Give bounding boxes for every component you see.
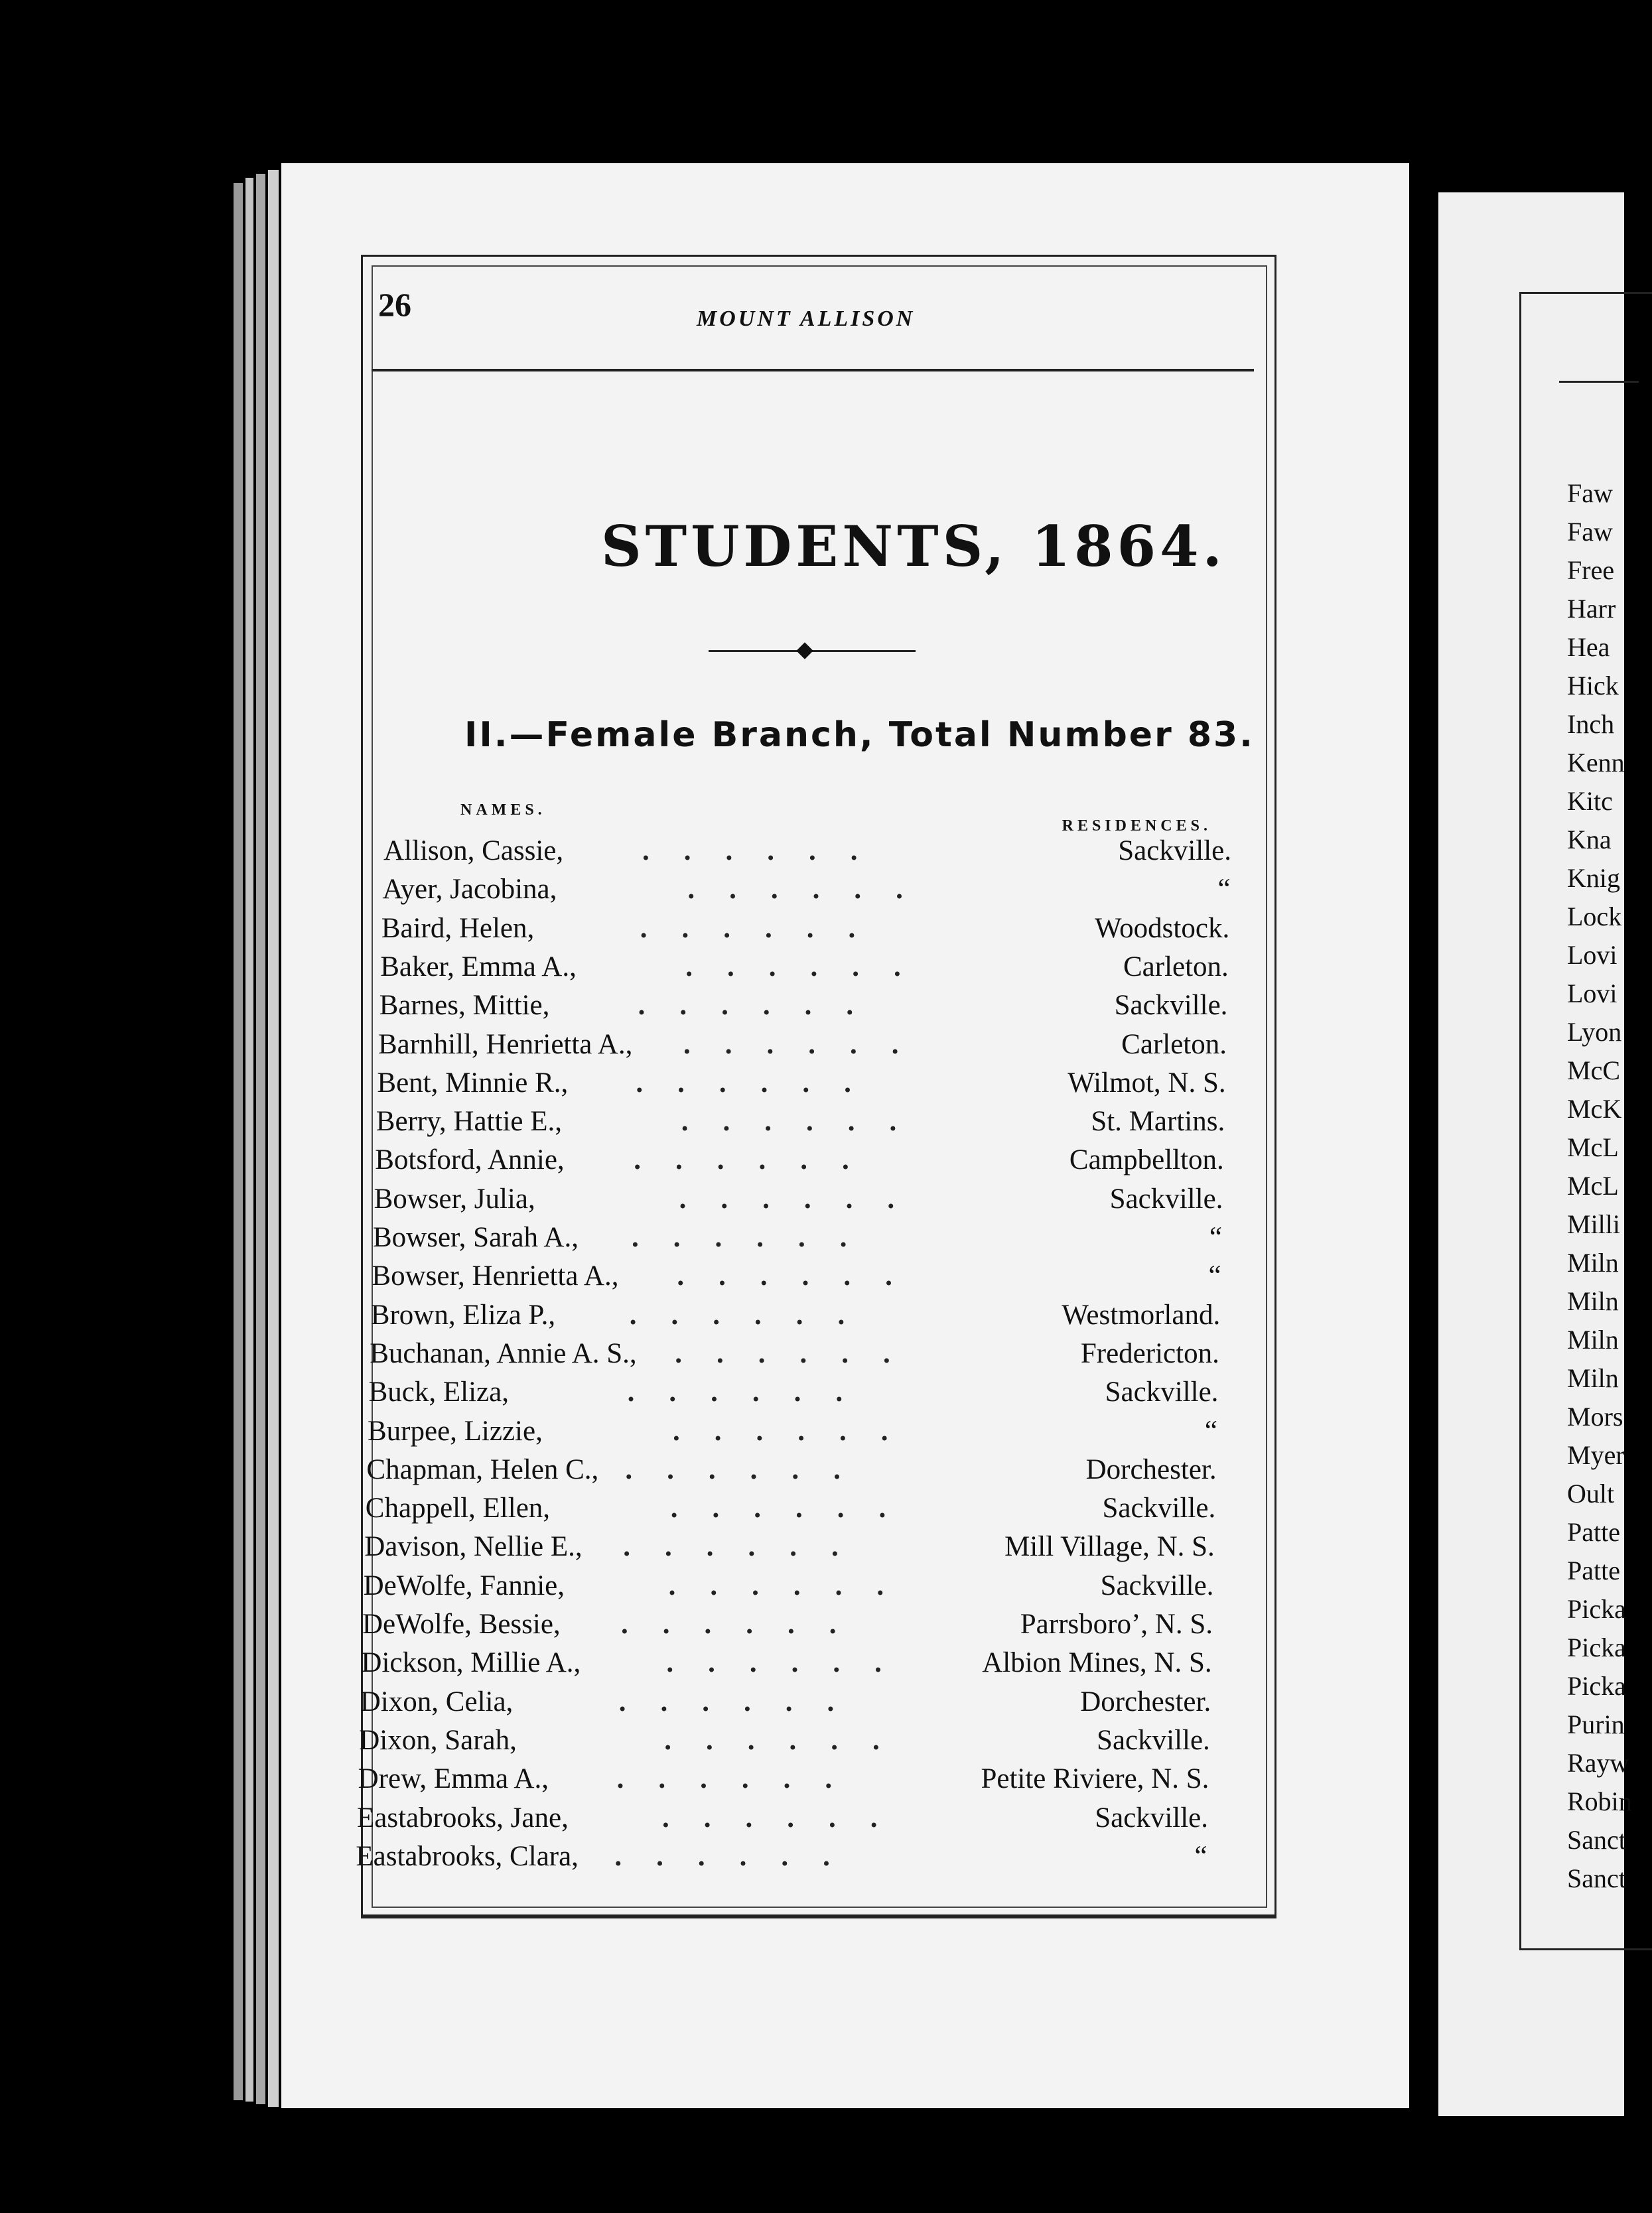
student-residence: Petite Riviere, N. S. bbox=[981, 1763, 1209, 1795]
leader-dots: ...... bbox=[625, 1453, 875, 1485]
student-name: Allison, Cassie, bbox=[383, 835, 564, 866]
facing-page-name: Miln bbox=[1567, 1363, 1619, 1393]
student-row bbox=[371, 1296, 1220, 1335]
leader-dots: ...... bbox=[618, 1686, 869, 1717]
facing-page-name: Miln bbox=[1567, 1286, 1619, 1316]
leader-dots: ...... bbox=[670, 1493, 921, 1524]
student-row bbox=[362, 1605, 1213, 1644]
facing-page-name: Patte bbox=[1567, 1517, 1620, 1547]
student-name: Baird, Helen, bbox=[381, 912, 535, 944]
student-row bbox=[374, 1180, 1223, 1219]
facing-page-name: Mors bbox=[1567, 1402, 1623, 1432]
facing-page-name: Kitc bbox=[1567, 786, 1613, 816]
facing-page-name: Myer bbox=[1567, 1440, 1625, 1470]
student-name: Berry, Hattie E., bbox=[376, 1106, 562, 1138]
student-row bbox=[366, 1451, 1216, 1489]
facing-page-name: Lovi bbox=[1567, 940, 1618, 970]
facing-page-name: Purin bbox=[1567, 1710, 1625, 1739]
facing-page-name: Faw bbox=[1567, 517, 1613, 547]
student-residence: Wilmot, N. S. bbox=[1067, 1067, 1226, 1099]
student-residence: Sackville. bbox=[1114, 990, 1228, 1022]
facing-page-name: Picka bbox=[1567, 1633, 1626, 1662]
facing-page-name: McL bbox=[1567, 1171, 1619, 1201]
facing-page-name: Hick bbox=[1567, 671, 1619, 701]
leader-dots: ...... bbox=[616, 1763, 867, 1795]
student-row bbox=[373, 1219, 1222, 1257]
facing-page-name: Inch bbox=[1567, 709, 1615, 739]
student-residence: “ bbox=[1208, 1260, 1221, 1292]
facing-page-name: Picka bbox=[1567, 1594, 1626, 1624]
student-row bbox=[366, 1489, 1215, 1528]
student-name: Barnes, Mittie, bbox=[379, 990, 550, 1022]
student-row bbox=[370, 1335, 1219, 1373]
leader-dots: ...... bbox=[638, 990, 888, 1022]
student-name: Burpee, Lizzie, bbox=[368, 1415, 543, 1447]
leader-dots: ...... bbox=[629, 1299, 880, 1331]
facing-page-header-rule bbox=[1559, 381, 1639, 383]
student-row bbox=[356, 1838, 1207, 1876]
leader-dots: ...... bbox=[687, 874, 937, 905]
residences-column-header: RESIDENCES. bbox=[1062, 817, 1211, 835]
student-row bbox=[364, 1567, 1214, 1605]
facing-page-name: Harr bbox=[1567, 594, 1616, 624]
facing-page-name: Hea bbox=[1567, 632, 1610, 662]
names-column-header: NAMES. bbox=[460, 801, 546, 819]
leader-dots: ...... bbox=[634, 1144, 884, 1176]
student-residence: Dorchester. bbox=[1080, 1686, 1211, 1717]
student-row bbox=[380, 948, 1229, 986]
student-name: Dixon, Celia, bbox=[360, 1686, 514, 1717]
student-name: Buchanan, Annie A. S., bbox=[370, 1337, 637, 1369]
student-residence: “ bbox=[1217, 874, 1231, 905]
student-row bbox=[377, 1064, 1225, 1103]
facing-page-name: McL bbox=[1567, 1132, 1619, 1162]
leader-dots: ...... bbox=[668, 1570, 919, 1601]
student-name: Davison, Nellie E., bbox=[364, 1531, 583, 1563]
student-name: Chappell, Ellen, bbox=[365, 1493, 551, 1524]
facing-page-name: Milli bbox=[1567, 1209, 1621, 1239]
facing-page-name: Kna bbox=[1567, 825, 1612, 854]
student-row bbox=[359, 1721, 1210, 1760]
facing-page-name: Faw bbox=[1567, 478, 1613, 508]
student-name: Bowser, Henrietta A., bbox=[372, 1260, 619, 1292]
student-row bbox=[364, 1528, 1215, 1566]
facing-page-name: Patte bbox=[1567, 1556, 1620, 1585]
facing-page-name: Miln bbox=[1567, 1325, 1619, 1355]
student-name: Dickson, Millie A., bbox=[361, 1647, 581, 1679]
leader-dots: ...... bbox=[666, 1647, 916, 1679]
leader-dots: ...... bbox=[677, 1260, 927, 1292]
leader-dots: ...... bbox=[673, 1415, 923, 1447]
student-name: Drew, Emma A., bbox=[358, 1763, 549, 1795]
facing-page-name: Lock bbox=[1567, 902, 1622, 931]
leader-dots: ...... bbox=[681, 1106, 931, 1138]
leader-dots: ...... bbox=[662, 1802, 912, 1834]
leader-dots: ...... bbox=[679, 1183, 929, 1215]
leader-dots: ...... bbox=[683, 1028, 933, 1060]
facing-page-name: Free bbox=[1567, 555, 1615, 585]
student-residence: Mill Village, N. S. bbox=[1004, 1531, 1215, 1563]
student-name: DeWolfe, Bessie, bbox=[362, 1609, 561, 1640]
student-residence: St. Martins. bbox=[1091, 1106, 1225, 1138]
student-row bbox=[358, 1760, 1209, 1798]
facing-page-name: Miln bbox=[1567, 1248, 1619, 1278]
facing-page-name: McK bbox=[1567, 1094, 1622, 1124]
student-row bbox=[376, 1103, 1225, 1141]
student-name: Eastabrooks, Clara, bbox=[356, 1840, 579, 1872]
student-row bbox=[379, 986, 1228, 1025]
facing-page-name: Kenn bbox=[1567, 748, 1625, 777]
leader-dots: ...... bbox=[636, 1067, 886, 1099]
student-residence: Albion Mines, N. S. bbox=[982, 1647, 1212, 1679]
student-row bbox=[383, 832, 1231, 870]
student-residence: Sackville. bbox=[1105, 1376, 1219, 1408]
student-residence: Woodstock. bbox=[1095, 912, 1230, 944]
student-residence: Westmorland. bbox=[1062, 1299, 1221, 1331]
facing-page-name: Lovi bbox=[1567, 978, 1618, 1008]
student-name: Bowser, Sarah A., bbox=[373, 1222, 579, 1253]
student-row bbox=[360, 1683, 1211, 1721]
student-name: Eastabrooks, Jane, bbox=[357, 1802, 569, 1834]
student-residence: Sackville. bbox=[1109, 1183, 1223, 1215]
section-subtitle: II.—Female Branch, Total Number 83. bbox=[464, 715, 1255, 755]
student-row bbox=[372, 1257, 1221, 1296]
leader-dots: ...... bbox=[632, 1222, 882, 1253]
student-residence: “ bbox=[1209, 1222, 1222, 1253]
leader-dots: ...... bbox=[640, 912, 890, 944]
leader-dots: ...... bbox=[642, 835, 892, 866]
student-residence: Campbellton. bbox=[1069, 1144, 1224, 1176]
student-row bbox=[357, 1799, 1208, 1838]
leader-dots: ...... bbox=[614, 1840, 864, 1872]
bottom-rule bbox=[361, 1914, 1276, 1916]
student-residence: Dorchester. bbox=[1085, 1453, 1217, 1485]
leader-dots: ...... bbox=[675, 1337, 925, 1369]
student-name: DeWolfe, Fannie, bbox=[363, 1570, 565, 1601]
student-residence: Sackville. bbox=[1100, 1570, 1214, 1601]
student-row bbox=[381, 909, 1229, 948]
facing-page-name: Picka bbox=[1567, 1671, 1626, 1701]
student-name: Baker, Emma A., bbox=[380, 951, 577, 982]
student-residence: “ bbox=[1204, 1415, 1217, 1447]
student-residence: Sackville. bbox=[1097, 1724, 1210, 1756]
page-title: STUDENTS, 1864. bbox=[601, 513, 1226, 579]
student-name: Buck, Eliza, bbox=[368, 1376, 509, 1408]
student-name: Dixon, Sarah, bbox=[359, 1724, 517, 1756]
student-row bbox=[369, 1373, 1219, 1412]
facing-page-name: Sanct bbox=[1567, 1863, 1626, 1893]
student-residence: Carleton. bbox=[1121, 1028, 1227, 1060]
student-name: Brown, Eliza P., bbox=[370, 1299, 556, 1331]
running-head: MOUNT ALLISON bbox=[697, 306, 916, 331]
facing-page-name: Sanct bbox=[1567, 1825, 1626, 1855]
student-row bbox=[378, 1026, 1227, 1064]
page-number: 26 bbox=[378, 286, 411, 323]
student-residence: Parrsboro’, N. S. bbox=[1020, 1609, 1213, 1640]
student-residence: “ bbox=[1194, 1840, 1207, 1872]
facing-page-name: Rayw bbox=[1567, 1748, 1629, 1778]
facing-page-name: Oult bbox=[1567, 1479, 1615, 1509]
student-residence: Sackville. bbox=[1095, 1802, 1208, 1834]
facing-page-name: McC bbox=[1567, 1055, 1620, 1085]
student-residence: Carleton. bbox=[1123, 951, 1229, 982]
student-row bbox=[375, 1141, 1224, 1179]
student-name: Bent, Minnie R., bbox=[377, 1067, 569, 1099]
student-row bbox=[368, 1412, 1217, 1451]
student-row bbox=[361, 1644, 1211, 1682]
student-residence: Sackville. bbox=[1118, 835, 1231, 866]
student-name: Bowser, Julia, bbox=[374, 1183, 535, 1215]
leader-dots: ...... bbox=[685, 951, 935, 982]
student-residence: Sackville. bbox=[1102, 1493, 1216, 1524]
leader-dots: ...... bbox=[623, 1531, 873, 1563]
student-residence: Fredericton. bbox=[1080, 1337, 1219, 1369]
leader-dots: ...... bbox=[627, 1376, 878, 1408]
facing-page-name: Robin bbox=[1567, 1786, 1632, 1816]
leader-dots: ...... bbox=[664, 1724, 914, 1756]
student-name: Chapman, Helen C., bbox=[366, 1453, 599, 1485]
student-name: Botsford, Annie, bbox=[375, 1144, 565, 1176]
student-name: Barnhill, Henrietta A., bbox=[378, 1028, 633, 1060]
leader-dots: ...... bbox=[621, 1609, 871, 1640]
student-name: Ayer, Jacobina, bbox=[382, 874, 557, 905]
facing-page-name: Lyon bbox=[1567, 1017, 1622, 1047]
student-row bbox=[382, 870, 1230, 909]
facing-page-name: Knig bbox=[1567, 863, 1620, 893]
